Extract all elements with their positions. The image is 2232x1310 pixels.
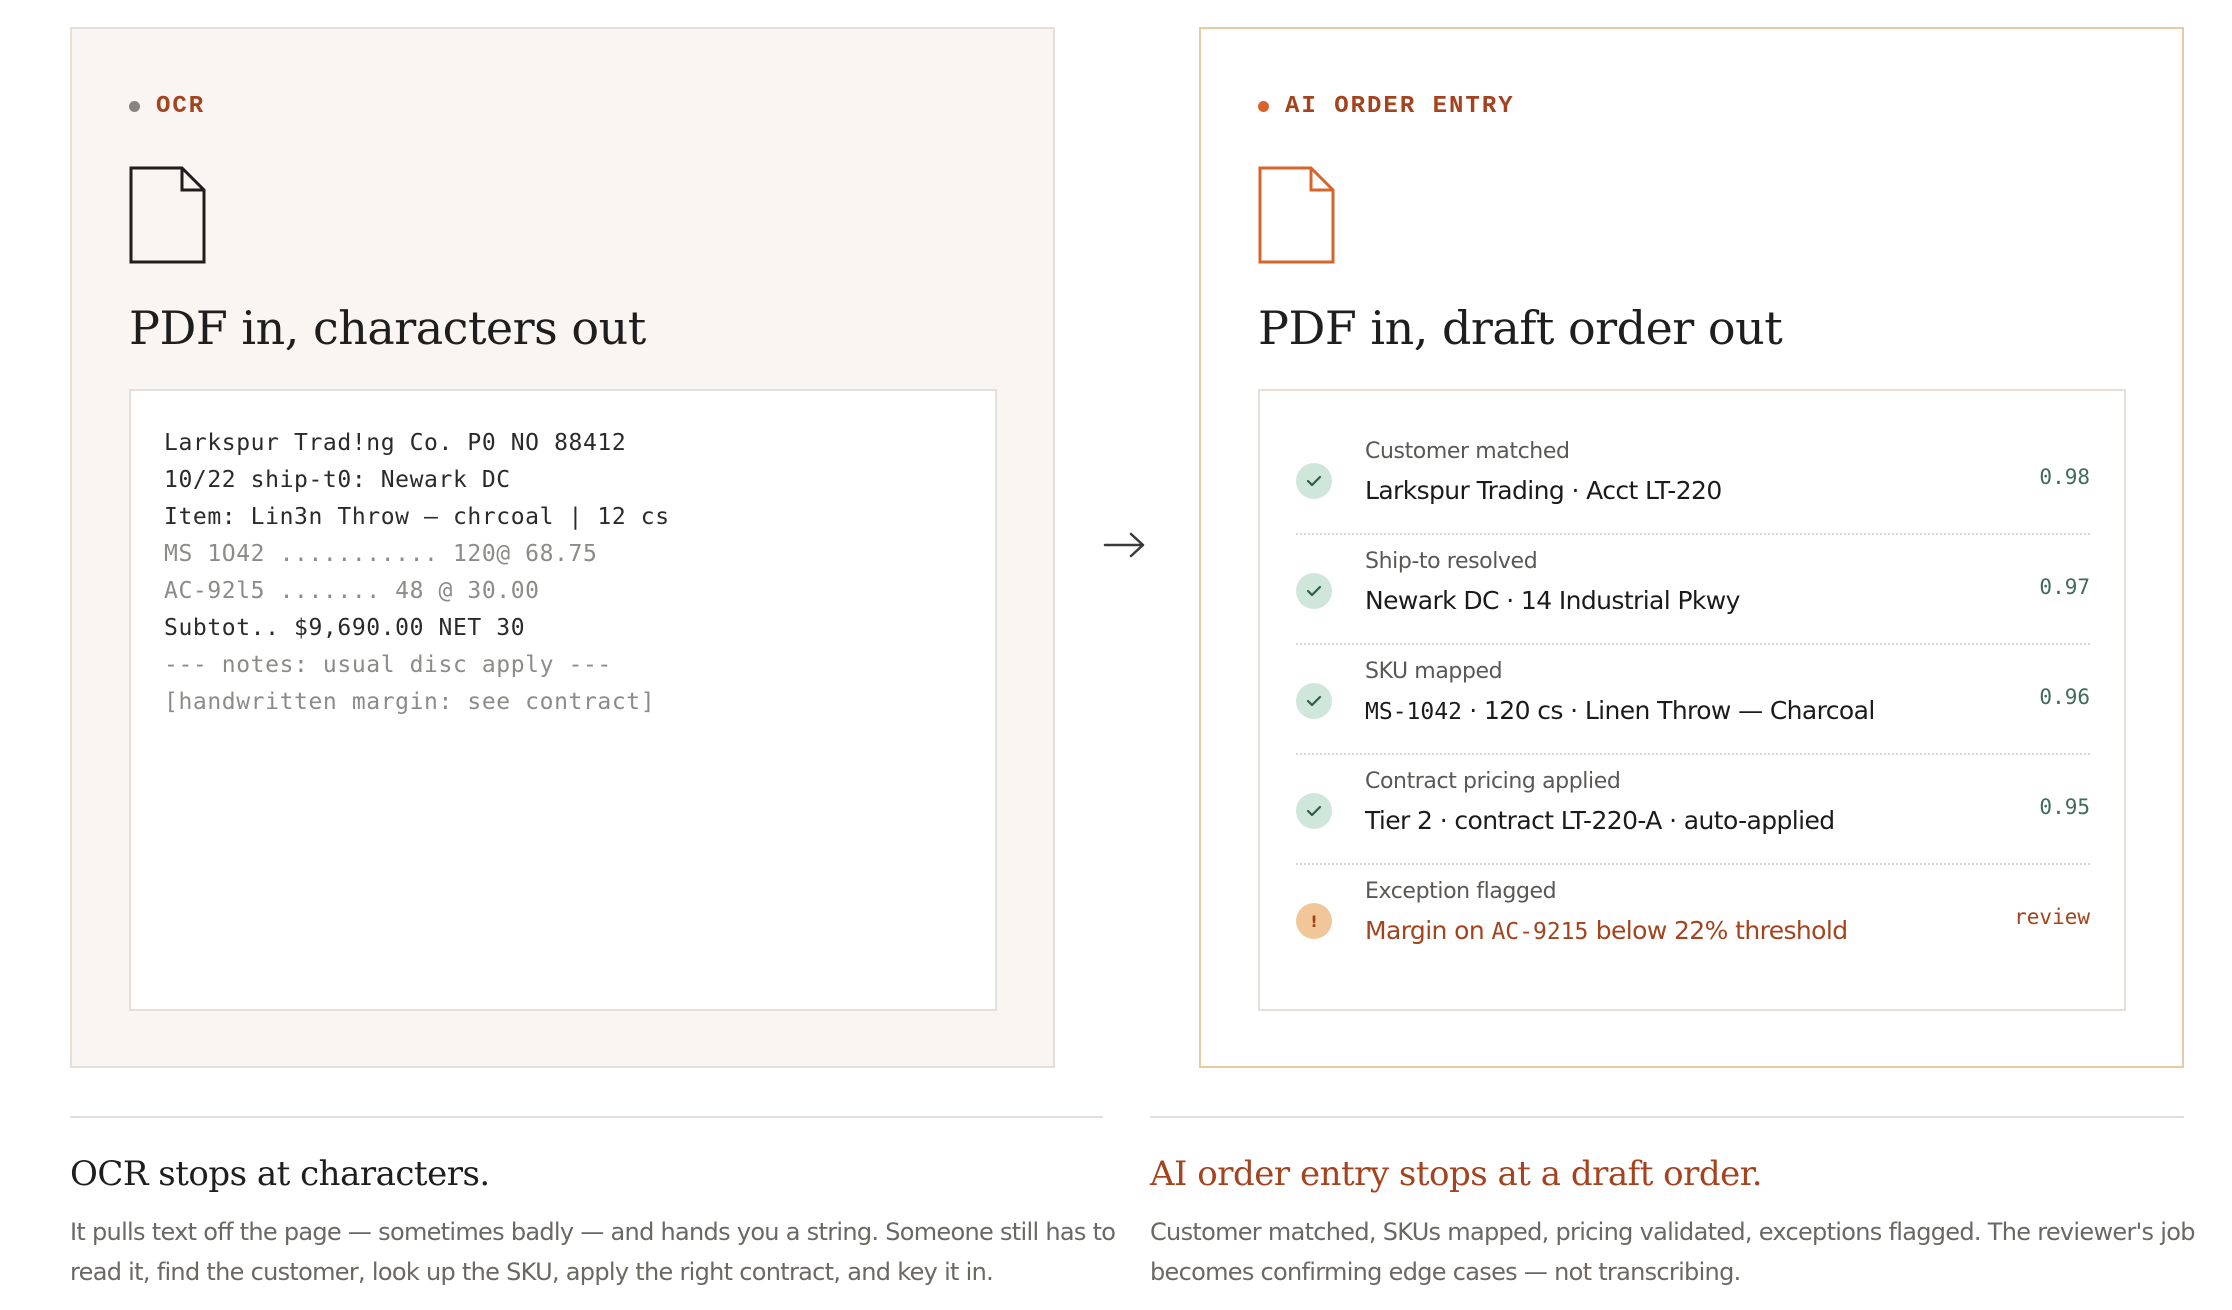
row-value-prefix: Margin on [1365,916,1492,945]
row-value-code: AC-9215 [1491,919,1589,945]
draft-order-rows [1296,425,2090,975]
ai-caption-title: AI order entry stops at a draft order. [1150,1154,1763,1194]
arrow-right-icon [1103,530,1147,560]
ai-panel-title: PDF in, draft order out [1258,301,1783,355]
ocr-line: AC-92l5 ....... 48 @ 30.00 [164,578,540,604]
ship-to-resolved-row [1296,535,2090,645]
exception-flagged-row [1296,865,2090,975]
row-label: Contract pricing applied [1365,769,1621,794]
ocr-line: [handwritten margin: see contract] [164,689,656,715]
row-value-text: below 22% threshold [1588,916,1848,945]
ocr-tag-dot [129,101,140,112]
row-value [1365,696,1875,725]
ocr-panel [70,27,1055,1068]
left-divider [70,1116,1103,1118]
checkmark-icon [1296,793,1332,829]
row-value [1365,806,1835,835]
ocr-line: MS 1O42 ........... 120@ 68.75 [164,541,598,567]
ocr-caption-title: OCR stops at characters. [70,1154,490,1194]
confidence-score: 0.95 [2039,795,2090,819]
row-value [1365,916,1847,945]
ocr-output-lines [164,425,670,721]
row-value-text: Newark DC · 14 Industrial Pkwy [1365,586,1740,615]
ocr-line: --- notes: usual disc apply --- [164,652,612,678]
row-value-text: Tier 2 · contract LT-220-A · auto-applied [1365,806,1835,835]
ocr-panel-title: PDF in, characters out [129,301,646,355]
contract-pricing-row [1296,755,2090,865]
right-divider [1150,1116,2184,1118]
warning-icon: ! [1296,903,1332,939]
row-value [1365,476,1722,505]
ai-tag-label: AI ORDER ENTRY [1285,92,1515,120]
confidence-score: 0.96 [2039,685,2090,709]
row-label: Ship-to resolved [1365,549,1538,574]
ai-tag [1258,91,1515,121]
ocr-tag [129,91,205,121]
confidence-score: review [2014,905,2090,929]
ocr-caption-body: It pulls text off the page — sometimes badly — and hands you a string. Someone still has to read it, find the customer, look up the SKU, apply the right contract, and key it in. [70,1218,1116,1286]
ai-tag-dot [1258,101,1269,112]
ocr-line: Subtot.. $9,690.00 NET 30 [164,615,526,641]
confidence-score: 0.98 [2039,465,2090,489]
checkmark-icon [1296,573,1332,609]
confidence-score: 0.97 [2039,575,2090,599]
ai-order-entry-panel [1199,27,2184,1068]
document-icon [1258,166,1335,264]
ocr-line: Larkspur Trad!ng Co. P0 NO 88412 [164,430,627,456]
row-label: Customer matched [1365,439,1570,464]
draft-order-box [1258,389,2126,1011]
row-value-text: Larkspur Trading · Acct LT-220 [1365,476,1722,505]
row-value-text: · 120 cs · Linen Throw — Charcoal [1461,696,1875,725]
sku-mapped-row [1296,645,2090,755]
row-label: Exception flagged [1365,879,1557,904]
ocr-line: 10/22 ship-t0: Newark DC [164,467,511,493]
ocr-line: Item: Lin3n Throw — chrcoal | 12 cs [164,504,670,530]
ocr-tag-label: OCR [156,92,206,120]
document-icon [129,166,206,264]
row-value-code: MS-1042 [1365,699,1462,725]
checkmark-icon [1296,463,1332,499]
ai-caption-body: Customer matched, SKUs mapped, pricing validated, exceptions flagged. The reviewer's job becomes confirming edge cases — not transcribing. [1150,1218,2195,1286]
customer-matched-row [1296,425,2090,535]
row-value [1365,586,1740,615]
row-label: SKU mapped [1365,659,1503,684]
checkmark-icon [1296,683,1332,719]
ocr-output-box [129,389,997,1011]
